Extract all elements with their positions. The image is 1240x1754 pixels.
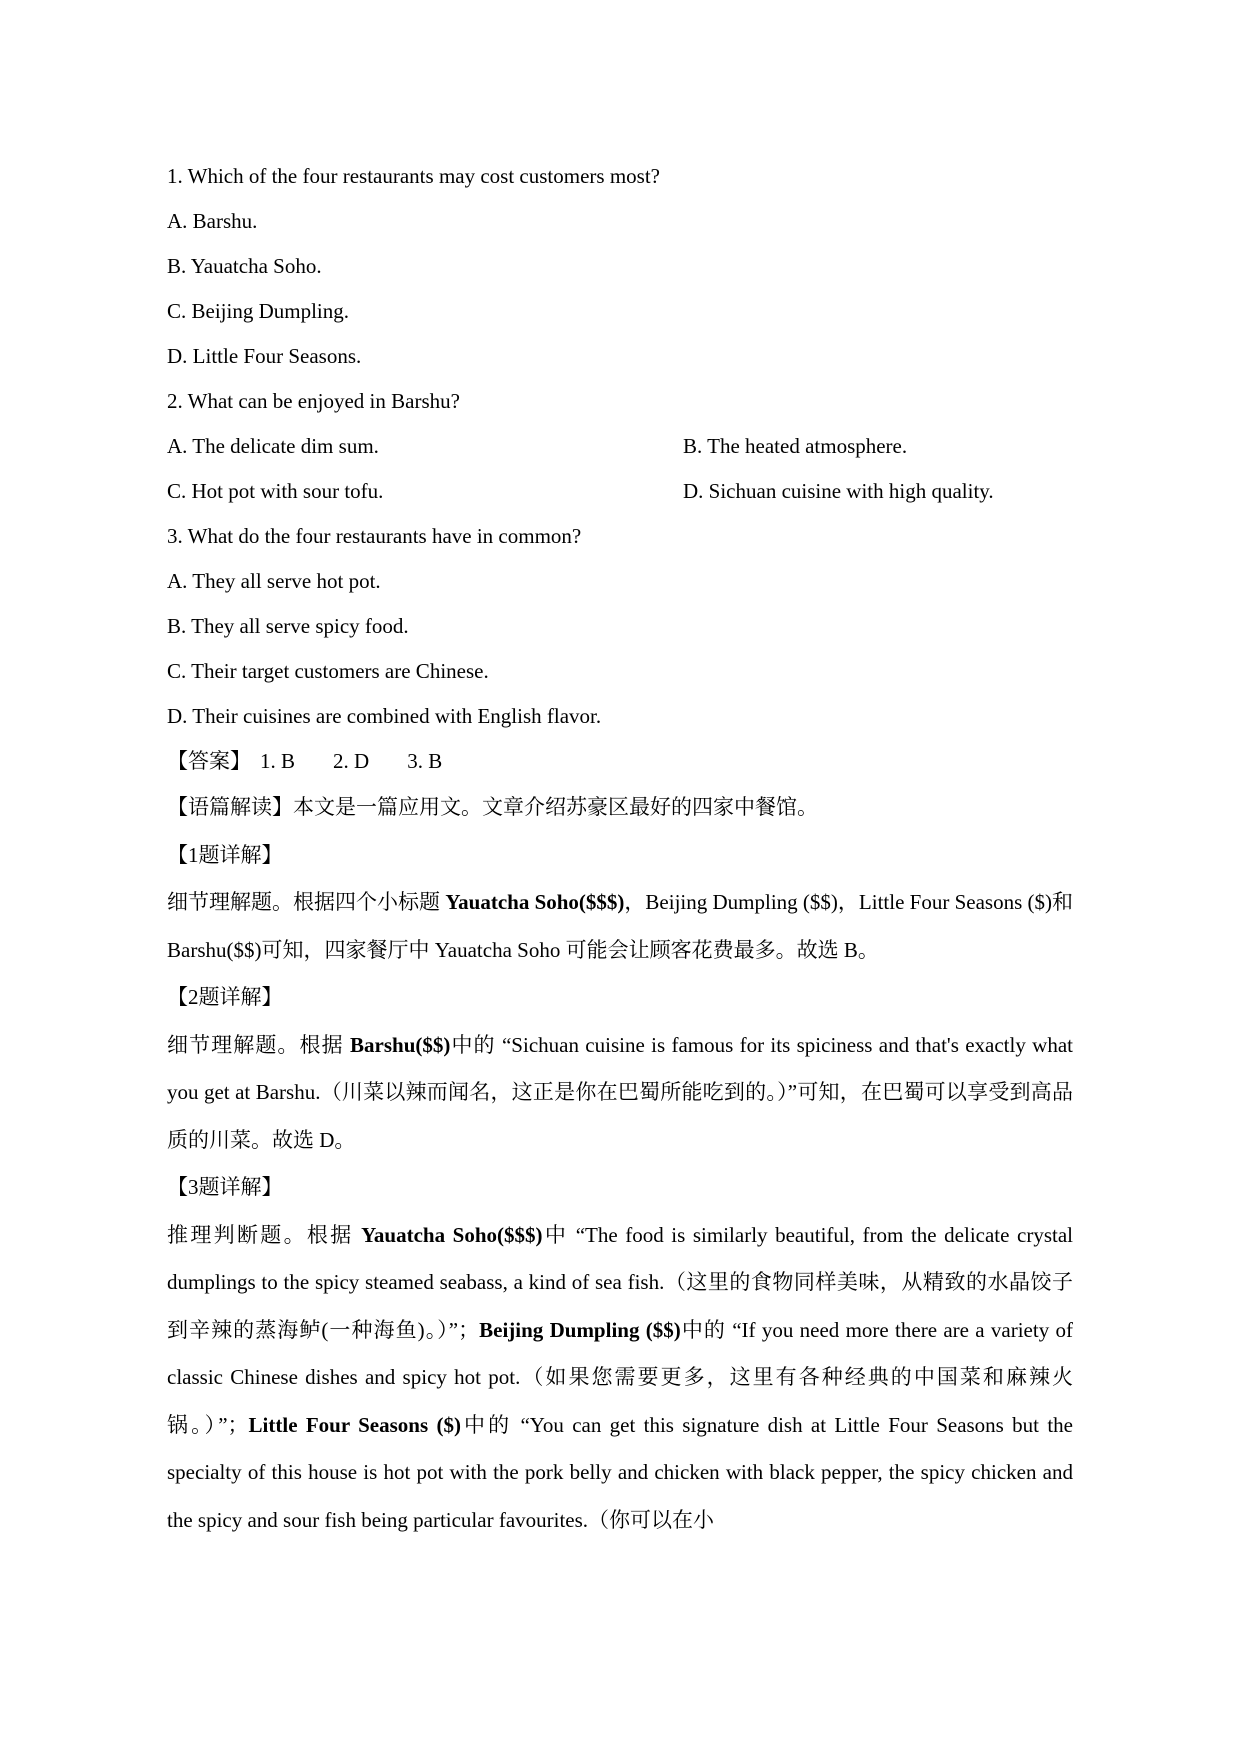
explanation-3-seg-5: 中的 “If you need more there are a variety of classic Chinese dishes and spicy hot pot.（如果您需要更多，这里有各种经典的中国菜和麻辣火锅。）”； (167, 1317, 1073, 1437)
document-content (167, 154, 1073, 1544)
question-3-option-d: D. Their cuisines are combined with English flavor. (167, 704, 602, 728)
explanation-3-heading: 【3题详解】 (167, 1175, 283, 1199)
explanation-2-seg-1: 细节理解题。根据 (167, 1032, 351, 1057)
answer-item-3: 3. B (407, 749, 443, 773)
question-2-option-b: B. The heated atmosphere. (683, 434, 908, 458)
explanation-3-paragraph (167, 1212, 1073, 1545)
question-2-option-c: C. Hot pot with sour tofu. (167, 479, 384, 503)
question-1-option-d: D. Little Four Seasons. (167, 344, 362, 368)
explanation-2-seg-2: Barshu($$) (350, 1032, 451, 1057)
explanation-1-seg-2: Yauatcha Soho($$$) (445, 890, 625, 914)
explanation-3-seg-2: Yauatcha Soho($$$) (361, 1222, 543, 1247)
question-1-text: 1. Which of the four restaurants may cost customers most? (167, 164, 660, 188)
question-1-option-c: C. Beijing Dumpling. (167, 299, 350, 323)
analysis-section (167, 784, 1073, 1544)
question-3-option-a: A. They all serve hot pot. (167, 569, 381, 593)
question-2-text: 2. What can be enjoyed in Barshu? (167, 389, 460, 413)
explanation-2-paragraph (167, 1022, 1073, 1165)
question-3-option-b: B. They all serve spicy food. (167, 614, 409, 638)
question-3-text: 3. What do the four restaurants have in common? (167, 524, 582, 548)
passage-analysis-text: 本文是一篇应用文。文章介绍苏豪区最好的四家中餐馆。 (293, 795, 818, 819)
question-1-option-a: A. Barshu. (167, 209, 258, 233)
question-2-option-a: A. The delicate dim sum. (167, 434, 379, 458)
explanation-3-seg-7: 中的 “You can get this signature dish at Little Four Seasons but the specialty of this house is hot pot with the pork belly and chicken with black pepper, the spicy chicken and the spicy and sour fish being particular favourites.（你可以在小 (167, 1412, 1073, 1532)
answer-item-2: 2. D (333, 749, 370, 773)
explanation-3-seg-6: Little Four Seasons ($) (248, 1412, 461, 1437)
explanation-3-seg-4: Beijing Dumpling ($$) (479, 1317, 681, 1342)
passage-analysis-line (167, 784, 1073, 832)
explanation-3-seg-1: 推理判断题。根据 (167, 1222, 362, 1247)
questions-section (167, 154, 1073, 784)
explanation-2-seg-3: 中的 “Sichuan cuisine is famous for its spiciness and that's exactly what you get at Barshu.（川菜以辣而闻名，这正是你在巴蜀所能吃到的。）”可知，在巴蜀可以享受到高品质的川菜。故选 D。 (167, 1032, 1073, 1152)
question-1-option-b: B. Yauatcha Soho. (167, 254, 322, 278)
explanation-2-heading: 【2题详解】 (167, 985, 283, 1009)
question-3-option-c: C. Their target customers are Chinese. (167, 659, 489, 683)
question-2-option-d: D. Sichuan cuisine with high quality. (683, 479, 994, 503)
answer-label: 【答案】 (167, 749, 251, 773)
explanation-1-paragraph (167, 879, 1073, 974)
explanation-1-seg-1: 细节理解题。根据四个小标题 (167, 890, 446, 914)
passage-analysis-label: 【语篇解读】 (167, 795, 293, 819)
answer-line (167, 739, 1073, 784)
question-2-option-row-2 (167, 469, 1073, 514)
explanation-3-seg-3: 中 “The food is similarly beautiful, from the delicate crystal dumplings to the spicy steamed seabass, a kind of sea fish.（这里的食物同样美味，从精致的水晶饺子到辛辣的蒸海鲈(一种海鱼)。）”； (167, 1222, 1073, 1342)
explanation-1-heading: 【1题详解】 (167, 842, 283, 867)
question-2-option-row-1 (167, 424, 1073, 469)
answer-item-1: 1. B (260, 749, 296, 773)
explanation-1-seg-3: ，Beijing Dumpling ($$)，Little Four Seasons ($)和 Barshu($$)可知，四家餐厅中 Yauatcha Soho 可能会让顾客花费最多。故选 B。 (167, 890, 1074, 962)
